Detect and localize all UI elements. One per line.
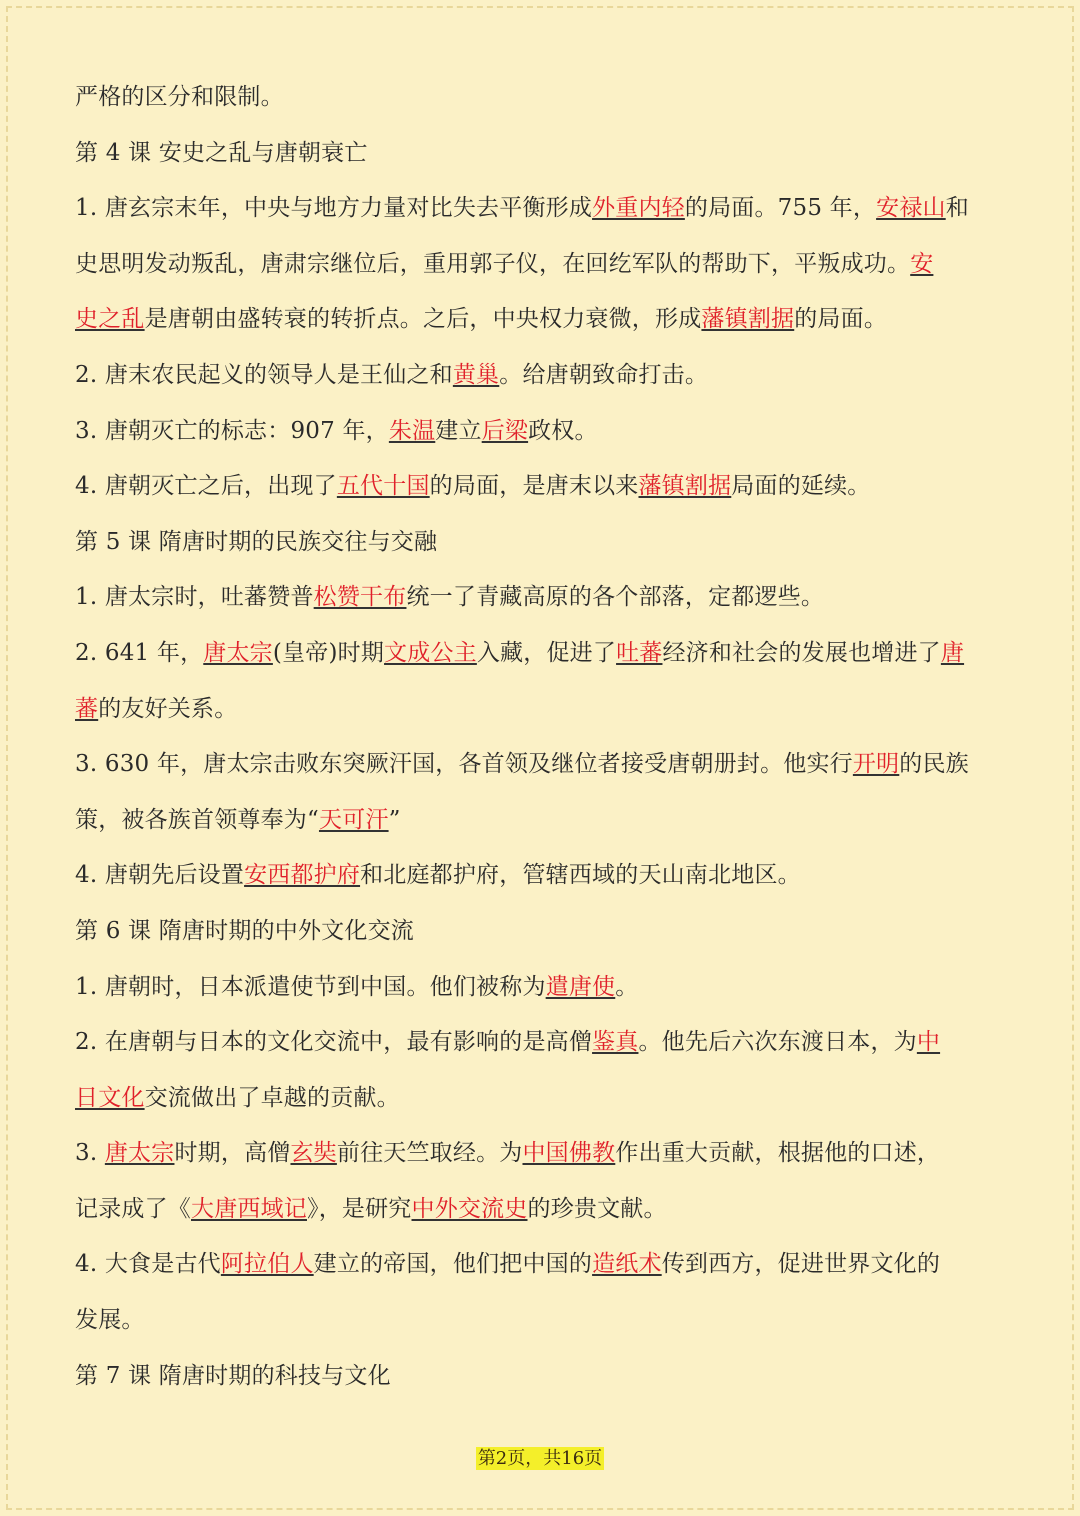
key-term: 遣唐使 <box>545 973 616 1000</box>
text-segment: 2. 641 年， <box>75 639 204 666</box>
lesson-heading <box>75 1349 1010 1405</box>
text-segment: 。他先后六次东渡日本，为 <box>638 1029 917 1056</box>
text-line <box>75 348 1010 404</box>
text-segment: 时期，高僧 <box>174 1140 291 1167</box>
text-segment: 。 <box>615 973 639 1000</box>
text-segment: 4. 唐朝灭亡之后，出现了 <box>75 473 337 500</box>
key-term: 唐太宗 <box>203 639 273 666</box>
key-term: 安禄山 <box>876 195 946 222</box>
text-line <box>75 570 1010 626</box>
key-term: 中外交流史 <box>411 1195 528 1222</box>
text-segment: 局面的延续。 <box>731 473 871 500</box>
text-line <box>75 1071 1010 1127</box>
text-segment: 3. 唐朝灭亡的标志：907 年， <box>75 417 389 444</box>
text-segment: 1. 唐太宗时，吐蕃赞普 <box>75 584 314 611</box>
text-segment: 的珍贵文献。 <box>527 1195 667 1222</box>
text-line <box>75 626 1010 682</box>
key-term: 大唐西域记 <box>191 1195 307 1222</box>
text-line <box>75 292 1010 348</box>
text-segment: 3. 630 年，唐太宗击败东突厥汗国，各首领及继位者接受唐朝册封。他实行 <box>75 751 853 778</box>
text-segment: 严格的区分和限制。 <box>75 84 284 110</box>
key-term: 松赞干布 <box>313 584 407 611</box>
text-segment: 建立的帝国，他们把中国的 <box>313 1251 593 1278</box>
text-segment: 作出重大贡献，根据他的口述， <box>615 1140 941 1167</box>
text-segment: ” <box>388 806 401 833</box>
key-term: 藩镇割据 <box>638 473 732 500</box>
text-line <box>75 848 1010 904</box>
text-segment: (皇帝)时期 <box>272 639 385 666</box>
key-term: 史之乱 <box>75 306 145 333</box>
document-body <box>75 70 1010 1404</box>
key-term: 蕃 <box>75 695 99 722</box>
text-segment: 建立 <box>435 417 482 444</box>
text-segment: 的局面。755 年， <box>684 195 877 222</box>
lesson-heading <box>75 126 1010 182</box>
text-segment: 2. 唐末农民起义的领导人是王仙之和 <box>75 361 453 388</box>
text-segment: 第 7 课 隋唐时期的科技与文化 <box>75 1362 391 1389</box>
text-segment: 第 6 课 隋唐时期的中外文化交流 <box>75 917 414 944</box>
key-term: 造纸术 <box>592 1251 662 1278</box>
text-segment: 的民族 <box>899 751 969 778</box>
text-segment: 史思明发动叛乱，唐肃宗继位后，重用郭子仪，在回纥军队的帮助下，平叛成功。 <box>75 250 911 277</box>
page-number: 第2页，共16页 <box>477 1448 603 1469</box>
text-segment: 1. 唐玄宗末年，中央与地方力量对比失去平衡形成 <box>75 195 593 222</box>
text-line <box>75 237 1010 293</box>
key-term: 五代十国 <box>336 473 430 500</box>
text-segment: 》，是研究 <box>307 1195 412 1222</box>
key-term: 外重内轻 <box>592 195 685 222</box>
key-term: 藩镇割据 <box>701 306 795 333</box>
text-segment: 第 5 课 隋唐时期的民族交往与交融 <box>75 528 438 555</box>
text-line <box>75 459 1010 515</box>
lesson-heading <box>75 515 1010 571</box>
text-line <box>75 1182 1010 1238</box>
text-line <box>75 737 1010 793</box>
text-line <box>75 793 1010 849</box>
text-segment: 交流做出了卓越的贡献。 <box>144 1084 400 1111</box>
key-term: 唐太宗 <box>104 1140 175 1167</box>
text-line <box>75 70 1010 126</box>
key-term: 阿拉伯人 <box>220 1251 314 1278</box>
key-term: 安 <box>910 250 934 277</box>
key-term: 中国佛教 <box>522 1140 616 1167</box>
text-segment: 4. 大食是古代 <box>75 1251 221 1278</box>
page-footer <box>0 1444 1080 1470</box>
key-term: 天可汗 <box>318 806 389 833</box>
text-segment: 的局面。 <box>794 306 888 333</box>
text-segment: 记录成了《 <box>75 1195 191 1222</box>
text-segment: 统一了青藏高原的各个部落，定都逻些。 <box>406 584 825 611</box>
key-term: 日文化 <box>75 1084 145 1111</box>
text-segment: 是唐朝由盛转衰的转折点。之后，中央权力衰微，形成 <box>144 306 702 333</box>
text-segment: 的友好关系。 <box>98 695 238 722</box>
key-term: 黄巢 <box>452 361 500 388</box>
text-segment: 前往天竺取经。为 <box>336 1140 523 1167</box>
text-line <box>75 181 1010 237</box>
text-segment: 第 4 课 安史之乱与唐朝衰亡 <box>75 139 368 166</box>
lesson-heading <box>75 904 1010 960</box>
text-segment: 1. 唐朝时，日本派遣使节到中国。他们被称为 <box>75 973 546 1000</box>
text-segment: 发展。 <box>75 1307 145 1334</box>
text-line <box>75 682 1010 738</box>
key-term: 唐 <box>940 639 965 666</box>
text-line <box>75 404 1010 460</box>
key-term: 朱温 <box>388 417 436 444</box>
text-line <box>75 1015 1010 1071</box>
key-term: 鉴真 <box>592 1029 639 1056</box>
text-segment: 经济和社会的发展也增进了 <box>662 639 941 666</box>
key-term: 中 <box>916 1029 941 1056</box>
key-term: 玄奘 <box>290 1140 337 1167</box>
text-segment: 和北庭都护府，管辖西域的天山南北地区。 <box>360 862 801 889</box>
text-segment: 传到西方，促进世界文化的 <box>661 1251 941 1278</box>
key-term: 文成公主 <box>384 639 477 666</box>
text-segment: 的局面，是唐末以来 <box>429 473 639 500</box>
text-segment: 。给唐朝致命打击。 <box>499 361 709 388</box>
text-segment: 入藏，促进了 <box>476 639 617 666</box>
text-line <box>75 1126 1010 1182</box>
text-line <box>75 1293 1010 1349</box>
text-line <box>75 1237 1010 1293</box>
key-term: 吐蕃 <box>616 639 663 666</box>
key-term: 安西都护府 <box>244 862 361 889</box>
text-segment: 2. 在唐朝与日本的文化交流中，最有影响的是高僧 <box>75 1029 593 1056</box>
text-segment: 策，被各族首领尊奉为“ <box>75 806 319 833</box>
key-term: 开明 <box>852 751 900 778</box>
text-segment: 政权。 <box>528 417 598 444</box>
key-term: 后梁 <box>481 417 529 444</box>
text-segment: 3. <box>75 1140 105 1167</box>
text-line <box>75 960 1010 1016</box>
text-segment: 4. 唐朝先后设置 <box>75 862 245 889</box>
text-segment: 和 <box>945 195 969 222</box>
